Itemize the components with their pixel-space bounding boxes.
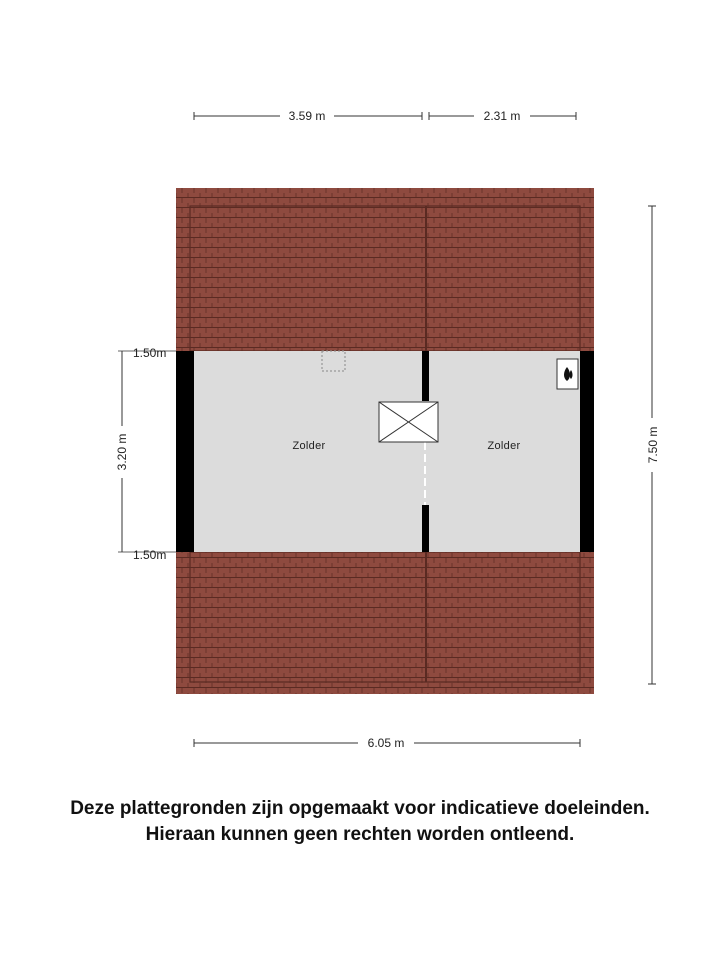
roof-bottom: [176, 552, 594, 694]
dim-bottom: 6.05 m: [367, 736, 405, 750]
bottom-dimension: [194, 736, 580, 750]
skylight-icon: [379, 402, 438, 442]
dim-left: 3.20 m: [115, 433, 129, 471]
wall-left: [176, 351, 194, 552]
room-label-left: Zolder: [292, 440, 326, 452]
dim-top-right: 2.31 m: [483, 109, 521, 123]
disclaimer-line-2: Hieraan kunnen geen rechten worden ontleend.: [145, 824, 575, 845]
wall-right: [580, 351, 594, 552]
disclaimer-line-1: Deze plattegronden zijn opgemaakt voor indicatieve doeleinden.: [70, 798, 650, 819]
boiler-icon: [557, 359, 578, 389]
roof-top: [176, 188, 594, 351]
attic-floor: [194, 351, 580, 552]
wall-divider-top: [422, 351, 429, 401]
dim-left-height-bottom: 1.50m: [133, 548, 167, 562]
dim-right: 7.50 m: [646, 426, 660, 464]
top-dimension: [194, 109, 576, 123]
room-label-right: Zolder: [487, 440, 521, 452]
left-dimension: [115, 346, 176, 562]
wall-divider-bottom: [422, 505, 429, 552]
dim-left-height-top: 1.50m: [133, 346, 167, 360]
right-dimension: [646, 206, 660, 684]
dim-top-left: 3.59 m: [288, 109, 326, 123]
